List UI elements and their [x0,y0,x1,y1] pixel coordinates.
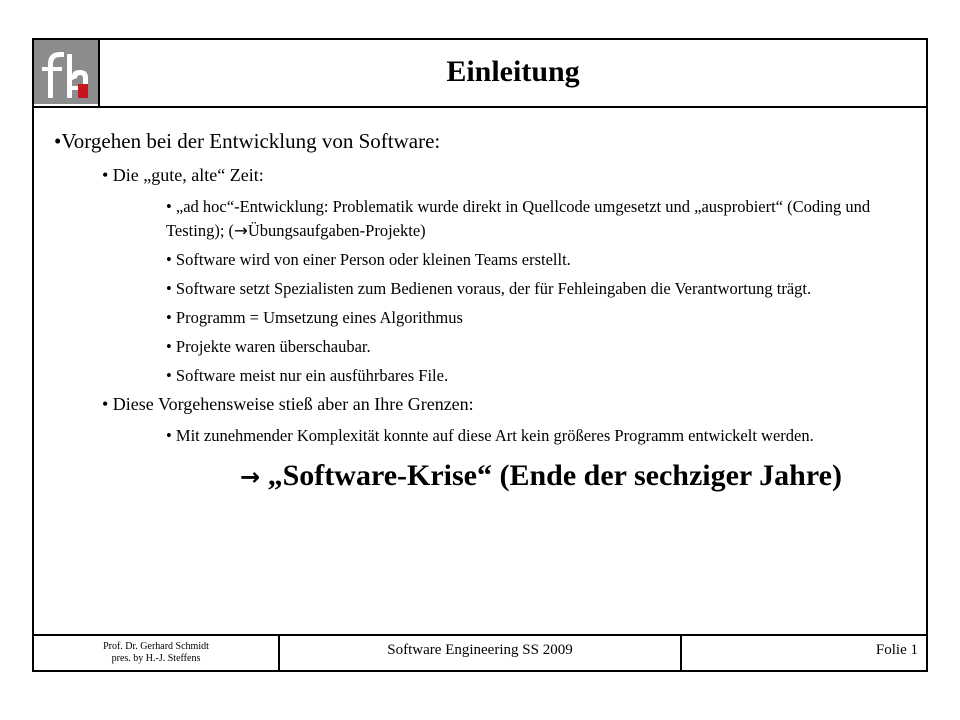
footer-author [34,636,280,670]
list-item-complexity: • Mit zunehmender Komplexität konnte auf diese Art kein größeres Programm entwickelt werden. [166,426,814,445]
list-item-executable: • Software meist nur ein ausführbares File. [166,366,449,385]
footer-slide-number: Folie 1 [875,642,918,658]
slide-title: Einleitung [446,55,580,88]
list-item-small-teams: • Software wird von einer Person oder kleinen Teams erstellt. [166,250,571,269]
main-bullet: •Vorgehen bei der Entwicklung von Software: [54,129,441,153]
slide-header [34,40,926,108]
arrow-right-icon: → [240,463,261,491]
arrow-icon: → [234,221,248,240]
footer-author-line1: Prof. Dr. Gerhard Schmidt [103,641,209,652]
list-item-ad-hoc-tail: Übungsaufgaben-Projekte) [247,221,426,240]
list-item-specialists: • Software setzt Spezialisten zum Bedienen voraus, der für Fehleingaben die Verantwortung trägt. [166,279,812,298]
list-item-ad-hoc-text: • „ad hoc“-Entwicklung: Problematik wurde direkt in Quellcode umgesetzt und „ausprobiert“ (Coding und Testing); ( [166,197,871,240]
software-crisis-conclusion [240,456,914,497]
sub-bullet-old-times: • Die „gute, alte“ Zeit: [102,165,264,185]
fh-logo [34,40,100,106]
slide-content [54,128,914,497]
list-item-ad-hoc [166,195,914,243]
slide-footer [34,634,926,670]
slide-frame [32,38,928,672]
software-crisis-text: „Software-Krise“ (Ende der sechziger Jahre) [267,459,842,492]
fh-logo-graphic [34,40,98,104]
list-item-projects: • Projekte waren überschaubar. [166,337,371,356]
footer-course: Software Engineering SS 2009 [280,636,682,670]
footer-author-line2: pres. by H.-J. Steffens [111,653,201,664]
list-item-algorithm: • Programm = Umsetzung eines Algorithmus [166,308,463,327]
sub-bullet-limits: • Diese Vorgehensweise stieß aber an Ihre Grenzen: [102,394,474,414]
